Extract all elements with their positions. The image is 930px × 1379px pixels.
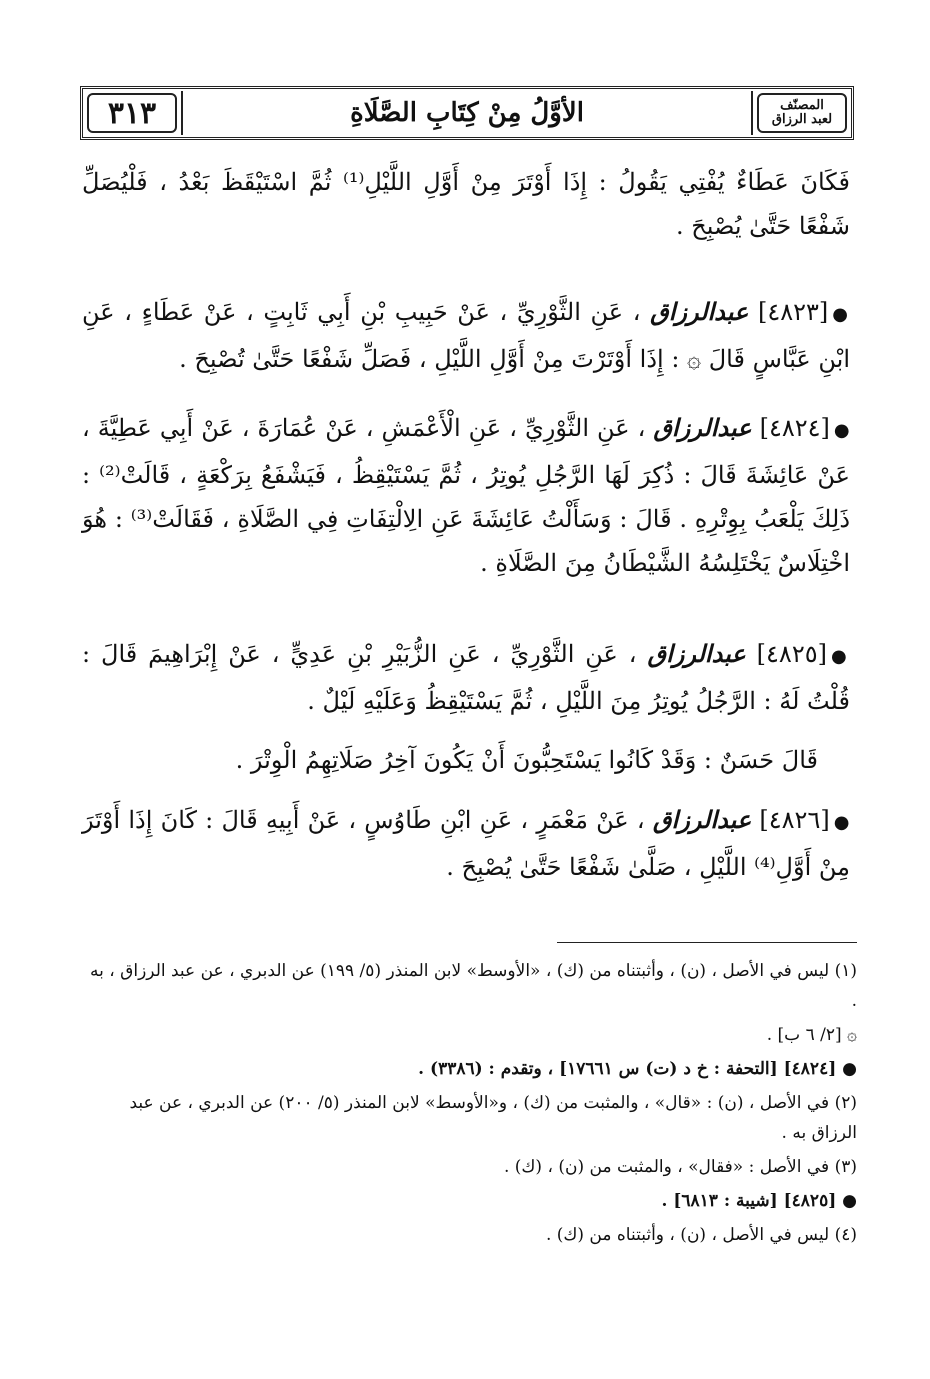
hadith-4826 — [82, 798, 850, 898]
page-number-frame — [87, 93, 177, 133]
hadith-text: ، عَنِ الثَّوْرِيِّ ، عَنِ الزُّبَيْرِ بْنِ عَدِيٍّ ، عَنْ إِبْرَاهِيمَ قَالَ : قُلْتُ لَهُ : الرَّجُلُ يُوتِرُ مِنَ اللَّيْلِ ، ثُمَّ يَسْتَيْقِظُ وَعَلَيْهِ لَيْلٌ . — [82, 640, 850, 715]
hadith-text: ، عَنِ الثَّوْرِيِّ ، عَنِ الْأَعْمَشِ ، عَنْ عُمَارَةَ ، عَنْ أَبِي عَطِيَّةَ ، عَنْ عَائِشَةَ قَالَ : ذُكِرَ لَهَا الرَّجُلِ يُوتِرُ ، ثُمَّ يَسْتَيْقِظُ ، فَيَشْفَعُ بِرَكْعَةٍ ، قَالَتْ⁽²⁾ : ذَلِكَ يَلْعَبُ بِوِتْرِهِ . قَالَ : وَسَأَلْتُ عَائِشَةَ عَنِ الِالْتِفَاتِ فِي الصَّلَاةِ ، فَقَالَتْ⁽³⁾ : هُوَ اخْتِلَاسٌ يَخْتَلِسُهُ الشَّيْطَانُ مِنَ الصَّلَاةِ . — [82, 414, 851, 577]
footnote-4: (٤) ليس في الأصل ، (ن) ، وأثبتناه من (ك) . — [545, 1225, 857, 1245]
paragraph-hasan: قَالَ حَسَنٌ : وَقَدْ كَانُوا يَسْتَحِبُّونَ أَنْ يَكُونَ آخِرُ صَلَاتِهِمُ الْوِتْرَ . — [235, 746, 818, 774]
hadith-text: ، عَنْ مَعْمَرٍ ، عَنِ ابْنِ طَاوُسٍ ، عَنْ أَبِيهِ قَالَ : كَانَ إِذَا أَوْتَرَ مِنْ أَوَّلِ⁽⁴⁾ اللَّيْلِ ، صَلَّىٰ شَفْعًا حَتَّىٰ يُصْبِحَ . — [82, 806, 850, 881]
hadith-number: [٤٨٢٥] — [756, 640, 827, 668]
footnotes — [82, 956, 857, 1254]
bullet-icon: ● — [833, 420, 850, 441]
reference-4825: ● [٤٨٢٥] [شيبة : ٦٨١٣] . — [661, 1191, 857, 1211]
page-number: ٣١٣ — [107, 95, 157, 131]
hadith-4825 — [82, 632, 850, 728]
bullet-icon: ● — [832, 304, 850, 325]
footnote-1: (١) ليس في الأصل ، (ن) ، وأثبتناه من (ك) ، «الأوسط» لابن المنذر (٥/ ١٩٩) عن الدبري ، عن عبد الرزاق ، به . — [90, 961, 857, 1011]
logo-line2: لعبد الرزاق — [771, 112, 833, 127]
main-text — [82, 160, 850, 898]
footnote-folio-mark: ۞ [٢/ ٦ ب] . — [766, 1025, 857, 1045]
bullet-icon: ● — [833, 812, 850, 833]
hadith-4823 — [82, 290, 850, 400]
paragraph-intro: فَكَانَ عَطَاءٌ يُفْتِي يَقُولُ : إِذَا أَوْتَرَ مِنْ أَوَّلِ اللَّيْلِ⁽¹⁾ ثُمَّ اسْتَيْقَظَ بَعْدُ ، فَلْيُصَلِّ شَفْعًا حَتَّىٰ يُصْبِحَ . — [82, 168, 851, 240]
hadith-author: عبدالرزاق — [647, 639, 746, 668]
hadith-number: [٤٨٢٤] — [759, 414, 830, 442]
hadith-4824 — [82, 406, 850, 622]
hadith-author: عبدالرزاق — [650, 297, 749, 326]
chapter-title: الأوَّلُ مِنْ كِتَابِ الصَّلَاةِ — [350, 98, 584, 128]
hadith-number: [٤٨٢٦] — [759, 806, 830, 834]
hadith-text: ، عَنِ الثَّوْرِيِّ ، عَنْ حَبِيبِ بْنِ أَبِي ثَابِتٍ ، عَنْ عَطَاءٍ ، عَنِ ابْنِ عَبَّاسٍ قَالَ ۞ : إِذَا أَوْتَرْتَ مِنْ أَوَّلِ اللَّيْلِ ، فَصَلِّ شَفْعًا حَتَّىٰ تُصْبِحَ . — [82, 298, 850, 373]
footnote-separator — [557, 942, 857, 943]
bullet-icon: ● — [830, 646, 850, 667]
logo-line1: المصنّف — [780, 98, 824, 113]
hadith-author: عبدالرزاق — [652, 805, 752, 834]
footnote-3: (٣) في الأصل : «فقال» ، والمثبت من (ن) ، (ك) . — [503, 1157, 857, 1177]
book-logo — [757, 93, 847, 133]
page-header — [80, 86, 854, 140]
reference-4824: ● [٤٨٢٤] [التحفة : خ د (ت) س ١٧٦٦١] ، وتقدم : (٣٣٨٦) . — [418, 1059, 857, 1079]
hadith-author: عبدالرزاق — [653, 413, 752, 442]
hadith-number: [٤٨٢٣] — [757, 298, 829, 326]
footnote-2: (٢) في الأصل ، (ن) : «قال» ، والمثبت من (ك) ، و«الأوسط» لابن المنذر (٥/ ٢٠٠) عن الدبري ، عن عبد الرزاق به . — [129, 1093, 857, 1143]
